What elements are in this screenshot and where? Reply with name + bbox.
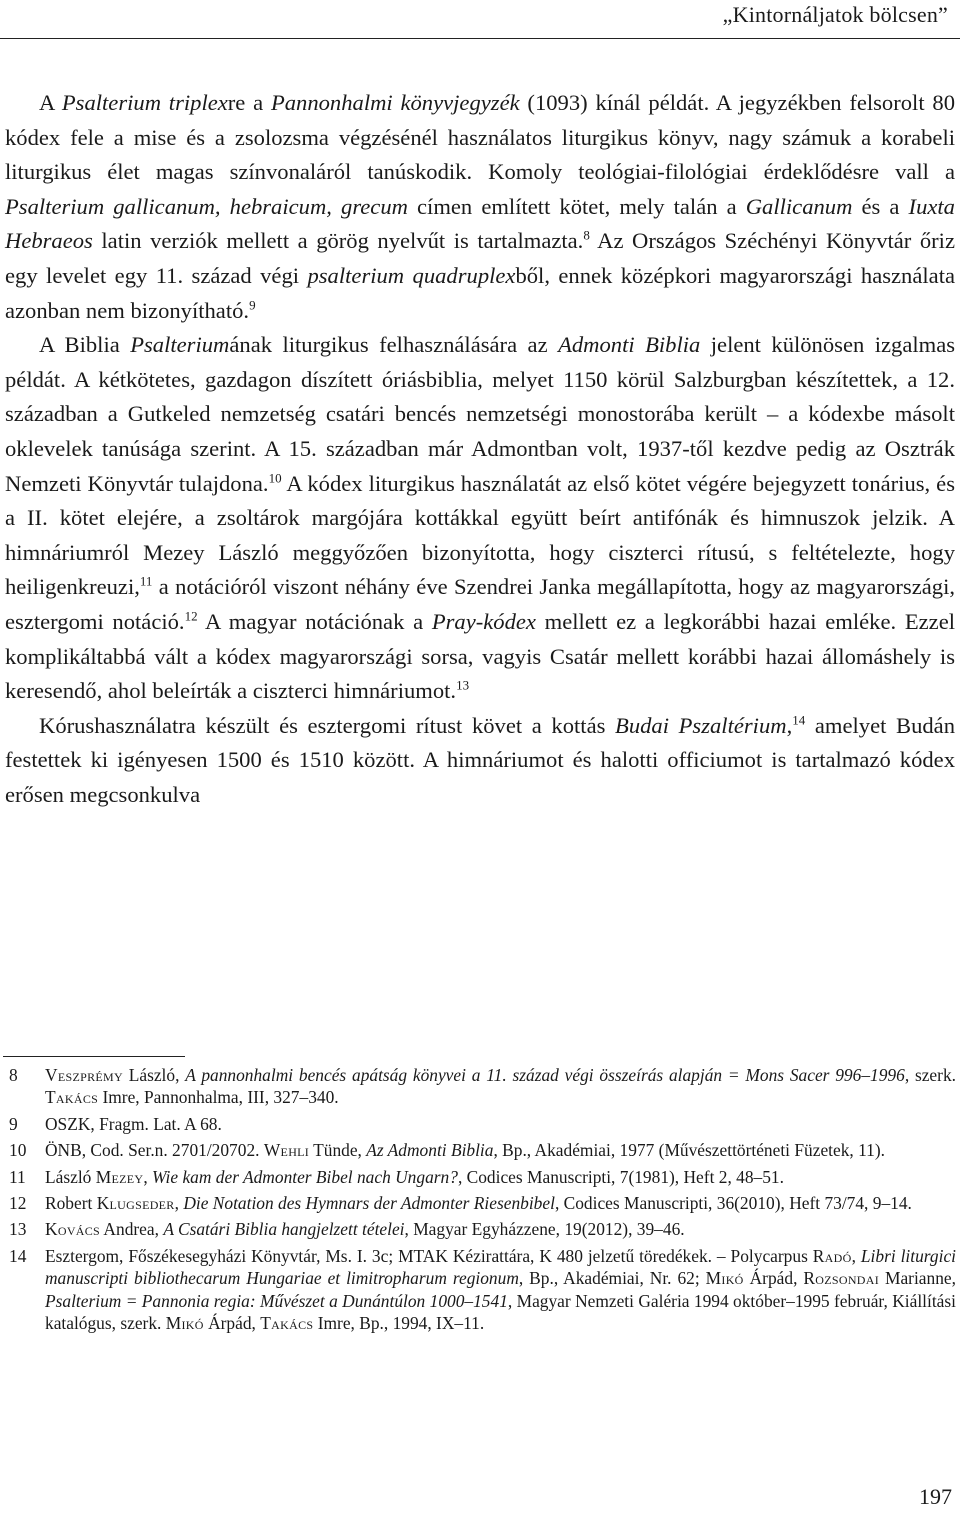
- author-name: Rozsondai: [803, 1268, 880, 1289]
- paragraph-2: [5, 328, 955, 709]
- italic-text: A pannonhalmi bencés apátság könyvei a 11. század végi összeírás alapján = Mons Sacer 996–1996: [185, 1065, 905, 1085]
- text-run: A magyar notációnak a: [197, 608, 432, 634]
- text-run: Az Országos Széchényi Könyvtár őriz egy levelet egy 11. század végi: [5, 228, 955, 288]
- text-run: ának liturgikus felhasználására az: [229, 332, 559, 358]
- text-run: mellett ez a legkorábbi hazai emléke. Ezzel komplikáltabbá vált a kódex magyarországi sorsa, vagyis Csatár mellett korábbi hazai állomáshely is keresendő, ahol beleírták a ciszterci himnáriumot.: [5, 608, 956, 704]
- italic-text: Psalterium = Pannonia regia: Művészet a Dunántúlon 1000–1541: [45, 1290, 508, 1311]
- text-run: László: [45, 1166, 96, 1187]
- italic-text: psalterium quadruplex: [307, 262, 516, 288]
- footnote-11: [3, 1166, 956, 1188]
- footnote-number: 12: [9, 1193, 27, 1214]
- text-run: latin verziók mellett a görög nyelvűt is tartalmazta.: [92, 228, 584, 254]
- author-name: Mikó: [705, 1268, 744, 1289]
- text-run: ,: [851, 1245, 861, 1266]
- text-run: Imre, Bp., 1994, IX–11.: [313, 1313, 485, 1334]
- italic-text: Pannonhalmi könyvjegyzék: [270, 90, 520, 115]
- text-run: Andrea,: [100, 1219, 164, 1240]
- footnote-text: [45, 1192, 956, 1214]
- author-name: Mikó: [165, 1313, 204, 1334]
- italic-text: Admonti Biblia: [558, 332, 701, 358]
- text-run: címen említett kötet, mely talán a: [407, 193, 746, 219]
- footnote-9: [3, 1113, 956, 1135]
- footnote-number: 10: [9, 1140, 27, 1161]
- italic-text: Pray-kódex: [431, 608, 536, 634]
- italic-text: Budai Pszaltérium: [615, 712, 787, 738]
- author-name: Radó: [812, 1245, 852, 1266]
- text-run: amelyet Budán festettek ki igényesen 1500 és 1510 között. A himnáriumot és halotti officiumot is tartalmazó kódex erősen megcsonkulva: [5, 712, 955, 807]
- text-run: A kódex liturgikus használatát az első kötet végére bejegyzett tonárius, és a II. kötet elejére, a zsoltárok margójára kottákkal együtt beírt antifónák és himnuszok jelzik. A himnáriumról Mezey László meggyőzően bizonyította, hogy ciszterci rítusú, s feltételezte, hogy heiligenkreuzi,: [5, 470, 955, 600]
- footnote-number: 11: [9, 1166, 26, 1187]
- italic-text: A Csatári Biblia hangjelzett tételei: [163, 1219, 405, 1240]
- text-run: Árpád,: [743, 1268, 804, 1289]
- author-name: Veszprémy: [45, 1065, 123, 1085]
- author-name: Mezey: [95, 1166, 144, 1187]
- footnote-text: [45, 1064, 956, 1109]
- italic-text: Libri liturgici manuscripti bibliothecarum Hungariae et limitropharum regionum: [45, 1245, 956, 1289]
- footnote-13: [3, 1218, 956, 1240]
- footnote-number: 9: [9, 1113, 18, 1134]
- footnote-ref: 10: [268, 470, 282, 485]
- footnote-8: [3, 1064, 956, 1109]
- footnote-12: [3, 1192, 956, 1214]
- running-header: „Kintornáljatok bölcsen”: [722, 2, 948, 27]
- text-run: Marianne,: [879, 1268, 956, 1289]
- text-run: Kórushasználatra készült és esztergomi rítust követ a kottás: [39, 712, 616, 738]
- footnote-ref: 8: [583, 227, 590, 243]
- text-run: , Bp., Akadémiai, Nr. 62;: [518, 1268, 706, 1289]
- paragraph-1: [5, 86, 955, 328]
- footnote-text: [45, 1245, 956, 1335]
- footnote-text: [45, 1113, 956, 1135]
- italic-text: Az Admonti Biblia: [366, 1140, 494, 1161]
- footnotes: [3, 1064, 956, 1338]
- italic-text: Psalterium triplex: [61, 90, 228, 115]
- footnote-ref: 12: [184, 608, 198, 624]
- italic-text: Psalterium gallicanum, hebraicum, grecum: [5, 193, 408, 219]
- text-run: OSZK, Fragm. Lat. A 68.: [45, 1113, 222, 1134]
- page-number: 197: [919, 1484, 952, 1509]
- text-run: ,: [143, 1166, 153, 1187]
- text-run: , szerk.: [904, 1065, 956, 1085]
- text-run: Esztergom, Főszékesegyházi Könyvtár, Ms. I. 3c; MTAK Kézirattára, K 480 jelzetű töredékek. – Polycarpus: [45, 1245, 813, 1266]
- text-run: és a: [852, 193, 909, 219]
- text-run: a notációról viszont néhány éve Szendrei Janka megállapította, hogy az magyarországi, esztergomi notáció.: [5, 574, 955, 634]
- italic-text: Psalterium: [130, 332, 230, 358]
- text-run: re a: [227, 90, 271, 115]
- text-run: ,: [174, 1193, 184, 1214]
- footnote-separator: [3, 1056, 185, 1057]
- author-name: Wehli: [263, 1140, 310, 1161]
- text-run: László,: [122, 1065, 186, 1085]
- body-text: [5, 86, 955, 812]
- text-run: , Bp., Akadémiai, 1977 (Művészettörténeti Füzetek, 11).: [493, 1140, 885, 1161]
- text-run: ÖNB, Cod. Ser.n. 2701/20702.: [45, 1140, 264, 1161]
- footnote-ref: 14: [792, 712, 806, 728]
- text-run: , Magyar Nemzeti Galéria 1994 október–1995 február, Kiállítási katalógus, szerk.: [45, 1290, 956, 1334]
- italic-text: Wie kam der Admonter Bibel nach Ungarn?: [152, 1166, 458, 1187]
- footnote-number: 13: [9, 1219, 27, 1240]
- text-run: jelent különösen izgalmas példát. A kétkötetes, gazdagon díszített óriásbiblia, melyet 1150 körül Salzburgban készítettek, a 12. században a Gutkeled nemzetség csatári bencés nemzetségi monostorába került – a kódexbe másolt oklevelek tanúsága szerint. A 15. században már Admontban volt, 1937-től kezdve pedig az Osztrák Nemzeti Könyvtár tulajdona.: [5, 332, 956, 496]
- header-rule: [0, 38, 960, 39]
- footnote-number: 14: [9, 1245, 27, 1266]
- italic-text: Iuxta Hebraeos: [5, 193, 955, 254]
- italic-text: Gallicanum: [745, 193, 853, 219]
- footnote-ref: 9: [249, 297, 256, 313]
- author-name: Takács: [45, 1087, 99, 1108]
- footnote-number: 8: [9, 1065, 18, 1085]
- text-run: A: [39, 90, 62, 115]
- footnote-10: [3, 1139, 956, 1161]
- text-run: Robert: [45, 1193, 97, 1214]
- text-run: (1093) kínál példát. A jegyzékben felsorolt 80 kódex fele a mise és a zsolozsma végzésénél használatos liturgikus könyv, nagy számuk a korabeli liturgikus élet magas színvonaláról tanúskodik. Komoly teológiai-filológiai érdeklődésre vall a: [5, 90, 955, 185]
- text-run: A Biblia: [39, 332, 131, 358]
- paragraph-3: [5, 709, 955, 813]
- text-run: Tünde,: [309, 1140, 367, 1161]
- author-name: Klugseder: [96, 1193, 175, 1214]
- text-run: , Codices Manuscripti, 36(2010), Heft 73/74, 9–14.: [554, 1193, 912, 1214]
- text-run: , Codices Manuscripti, 7(1981), Heft 2, 48–51.: [457, 1166, 784, 1187]
- footnote-text: [45, 1166, 956, 1188]
- author-name: Kovács: [45, 1219, 101, 1240]
- text-run: ,: [786, 712, 793, 738]
- italic-text: Die Notation des Hymnars der Admonter Riesenbibel: [183, 1193, 555, 1214]
- footnote-ref: 11: [139, 573, 153, 589]
- author-name: Takács: [260, 1313, 314, 1334]
- footnote-text: [45, 1139, 956, 1161]
- text-run: Imre, Pannonhalma, III, 327–340.: [98, 1087, 339, 1108]
- text-run: ből, ennek középkori magyarországi használata azonban nem bizonyítható.: [5, 262, 955, 323]
- footnote-text: [45, 1218, 956, 1240]
- text-run: Árpád,: [203, 1313, 261, 1334]
- footnote-ref: 13: [456, 677, 470, 693]
- text-run: , Magyar Egyházzene, 19(2012), 39–46.: [404, 1219, 685, 1240]
- footnote-14: [3, 1245, 956, 1335]
